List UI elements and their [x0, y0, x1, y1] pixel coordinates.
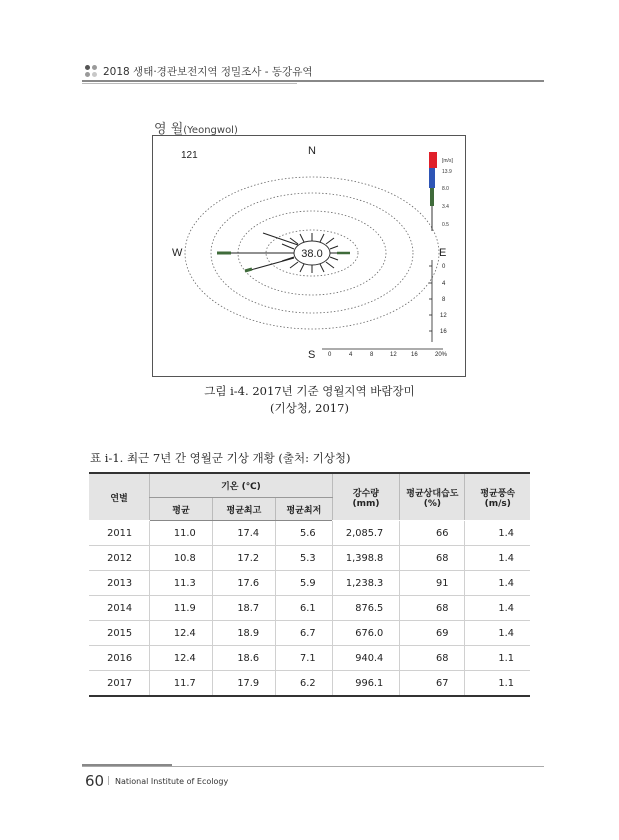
cell-year: 2011	[89, 521, 150, 546]
figure-caption-source: (기상청, 2017)	[270, 401, 349, 415]
station-name: 영 월	[154, 122, 184, 137]
freq-h-12: 12	[390, 352, 397, 358]
cell-temp-avg: 10.8	[150, 546, 213, 571]
legend-tick-1: 13.9	[442, 169, 452, 175]
cell-precip: 1,398.8	[332, 546, 400, 571]
cell-humidity: 68	[400, 596, 465, 621]
spoke-wnw-long	[263, 233, 298, 245]
direction-e: E	[439, 247, 447, 259]
cell-temp-avg: 11.9	[150, 596, 213, 621]
header-title: 2018 생태·경관보전지역 정밀조사 - 동강유역	[103, 66, 313, 78]
cell-year: 2015	[89, 621, 150, 646]
table-row	[89, 521, 530, 546]
cell-temp-avg: 11.3	[150, 571, 213, 596]
table-row	[89, 671, 530, 697]
legend-tick-4: 0.5	[442, 222, 449, 228]
cell-temp-min: 6.7	[276, 621, 332, 646]
spoke-ene	[330, 246, 338, 249]
cell-temp-min: 6.2	[276, 671, 332, 697]
col-temp-max: 평균최고	[212, 498, 275, 521]
calm-value: 38.0	[301, 248, 323, 260]
spoke-ese	[330, 257, 338, 260]
cell-temp-avg: 12.4	[150, 646, 213, 671]
spoke-sse	[320, 264, 324, 272]
station-romanized: (Yeongwol)	[183, 125, 238, 136]
observation-count: 121	[181, 150, 198, 161]
col-temp-min: 평균최저	[276, 498, 332, 521]
legend-tick-2: 8.0	[442, 186, 449, 192]
rose-spokes	[217, 233, 350, 273]
cell-humidity: 68	[400, 546, 465, 571]
cell-year: 2013	[89, 571, 150, 596]
cell-temp-min: 5.6	[276, 521, 332, 546]
footer-rule	[82, 766, 544, 767]
cell-precip: 876.5	[332, 596, 400, 621]
cell-year: 2014	[89, 596, 150, 621]
running-header	[82, 62, 544, 84]
col-year: 연별	[89, 473, 150, 521]
table-title: 표 i-1. 최근 7년 간 영월군 기상 개황 (출처: 기상청)	[90, 451, 351, 465]
table-row	[89, 646, 530, 671]
table-row	[89, 546, 530, 571]
cell-humidity: 67	[400, 671, 465, 697]
cell-temp-avg: 12.4	[150, 621, 213, 646]
col-temp-group: 기온 (℃)	[150, 473, 332, 498]
wind-rose-svg	[153, 136, 465, 376]
spoke-nne	[320, 234, 324, 242]
direction-n: N	[308, 145, 316, 157]
wind-rose-figure	[152, 135, 466, 377]
cell-wind: 1.1	[465, 646, 530, 671]
direction-w: W	[172, 247, 183, 259]
cell-temp-min: 7.1	[276, 646, 332, 671]
climate-table	[89, 472, 530, 697]
freq-h-16: 16	[411, 352, 418, 358]
cell-wind: 1.4	[465, 546, 530, 571]
footer-separator: |	[107, 776, 111, 786]
spoke-se	[326, 262, 334, 268]
freq-h-4: 4	[349, 352, 353, 358]
freq-h-8: 8	[370, 352, 374, 358]
cell-wind: 1.4	[465, 521, 530, 546]
legend-tick-3: 3.4	[442, 204, 449, 210]
cell-year: 2016	[89, 646, 150, 671]
cell-temp-max: 17.6	[212, 571, 275, 596]
table-row	[89, 621, 530, 646]
cell-temp-max: 18.9	[212, 621, 275, 646]
spoke-wnw	[282, 244, 294, 249]
cell-precip: 940.4	[332, 646, 400, 671]
legend-swatch-high	[429, 152, 437, 168]
page-number: 60	[85, 772, 105, 790]
freq-v-8: 8	[442, 297, 446, 303]
cell-temp-min: 5.9	[276, 571, 332, 596]
col-precip: 강수량 (mm)	[332, 473, 400, 521]
header-rule	[82, 80, 544, 82]
cell-temp-avg: 11.7	[150, 671, 213, 697]
cell-temp-avg: 11.0	[150, 521, 213, 546]
figure-caption: 그림 i-4. 2017년 기준 영월지역 바람장미	[204, 384, 415, 398]
cell-precip: 1,238.3	[332, 571, 400, 596]
cell-precip: 2,085.7	[332, 521, 400, 546]
header-rule-thin	[82, 83, 297, 84]
cell-humidity: 69	[400, 621, 465, 646]
cell-wind: 1.1	[465, 671, 530, 697]
cell-year: 2012	[89, 546, 150, 571]
cell-temp-max: 17.4	[212, 521, 275, 546]
col-wind: 평균풍속 (m/s)	[465, 473, 530, 521]
header-dots-icon	[85, 65, 99, 79]
cell-humidity: 91	[400, 571, 465, 596]
cell-temp-min: 5.3	[276, 546, 332, 571]
direction-s: S	[308, 349, 316, 361]
freq-h-20: 20%	[435, 352, 448, 358]
col-humidity: 평균상대습도 (%)	[400, 473, 465, 521]
spoke-nnw	[300, 234, 304, 242]
table-row	[89, 596, 530, 621]
cell-temp-max: 18.7	[212, 596, 275, 621]
speed-legend	[429, 152, 453, 231]
spoke-ne	[326, 238, 334, 244]
spoke-wsw-long	[247, 258, 294, 271]
table-row	[89, 571, 530, 596]
col-temp-avg: 평균	[150, 498, 213, 521]
cell-temp-min: 6.1	[276, 596, 332, 621]
cell-year: 2017	[89, 671, 150, 697]
freq-h-0: 0	[328, 352, 332, 358]
cell-precip: 996.1	[332, 671, 400, 697]
freq-v-4: 4	[442, 281, 446, 287]
spoke-ssw	[300, 264, 304, 272]
cell-precip: 676.0	[332, 621, 400, 646]
freq-axis-horizontal-labels	[328, 352, 448, 358]
cell-temp-max: 18.6	[212, 646, 275, 671]
cell-wind: 1.4	[465, 596, 530, 621]
cell-humidity: 68	[400, 646, 465, 671]
wsw-speed-segment	[245, 269, 252, 271]
cell-temp-max: 17.2	[212, 546, 275, 571]
freq-v-16: 16	[440, 329, 447, 335]
cell-humidity: 66	[400, 521, 465, 546]
legend-swatch-mid	[429, 168, 435, 188]
cell-temp-max: 17.9	[212, 671, 275, 697]
cell-wind: 1.4	[465, 571, 530, 596]
footer-institute: National Institute of Ecology	[115, 777, 229, 786]
freq-v-0: 0	[442, 264, 446, 270]
spoke-sw	[290, 262, 298, 268]
freq-v-12: 12	[440, 313, 447, 319]
legend-unit: [m/s]	[442, 158, 453, 164]
cell-wind: 1.4	[465, 621, 530, 646]
legend-swatch-low	[430, 188, 434, 206]
